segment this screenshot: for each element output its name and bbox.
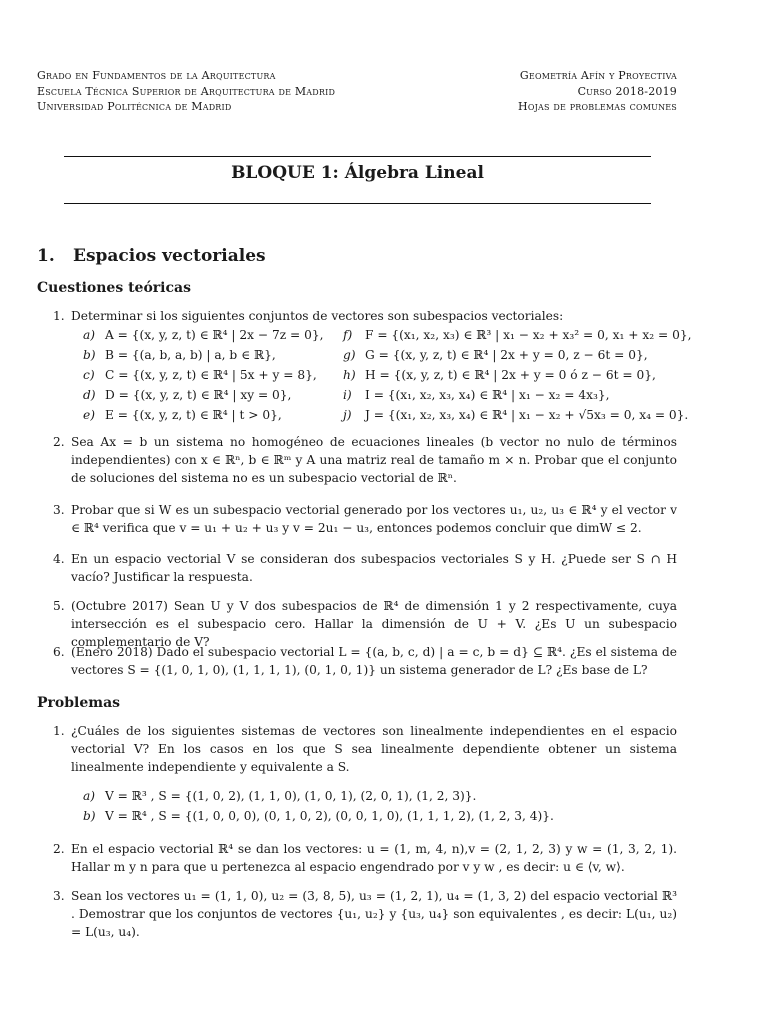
sub-item-label: g) [343,348,356,362]
sub-item-text: A = {(x, y, z, t) ∈ ℝ⁴ | 2x − 7z = 0}, [105,328,324,342]
item-number: 2. [53,842,65,856]
problemas-heading: Problemas [37,695,121,711]
item-number: 5. [53,599,65,613]
sub-item [83,385,323,405]
sub-item-text: V = ℝ⁴ , S = {(1, 0, 0, 0), (0, 1, 0, 2), (0, 0, 1, 0), (1, 1, 1, 2), (1, 2, 3, 4)}. [105,809,554,823]
subitems-left-column [83,325,323,425]
item-text: Probar que si W es un subespacio vectorial generado por los vectores u₁, u₂, u₃ ∈ ℝ⁴ y el vector v ∈ ℝ⁴ verifica que v = u₁ + u₂ + u₃ y v = 2u₁ − u₃, entonces podemos concluir que dimW ≤ 2. [71,503,677,535]
sub-item-text: E = {(x, y, z, t) ∈ ℝ⁴ | t > 0}, [105,408,282,422]
problema-item [53,840,677,876]
subitems-right-column [343,325,691,425]
cuestion-item [53,501,677,537]
header-sheet-type: Hojas de problemas comunes [518,100,677,113]
sub-item-label: b) [83,348,96,362]
sub-item [343,405,691,425]
item-text: ¿Cuáles de los siguientes sistemas de vectores son linealmente independientes en el espacio vectorial V? En los casos en los que S sea linealmente dependiente obtener un sistema linealmente independiente y equivalente a S. [71,724,677,774]
item-number: 6. [53,645,65,659]
item-number: 3. [53,889,65,903]
header-course-year: Curso 2018-2019 [577,84,677,98]
header-course-name: Geometría Afín y Proyectiva [519,69,677,82]
item-text: En el espacio vectorial ℝ⁴ se dan los vectores: u = (1, m, 4, n),v = (2, 1, 2, 3) y w = (1, 3, 2, 1). Hallar m y n para que u pertenezca al espacio engendrado por v y w , es decir: u ∈ ⟨v, w⟩. [71,842,677,874]
header-school: Escuela Técnica Superior de Arquitectura de Madrid [37,84,336,98]
sub-item-label: j) [343,408,352,422]
header-right [518,68,677,115]
problema-1-subitems [83,786,554,826]
sub-item [83,405,323,425]
sub-item-text: B = {(a, b, a, b) | a, b ∈ ℝ}, [105,348,276,362]
item-number: 4. [53,552,65,566]
cuestion-item [53,643,677,679]
sub-item [343,345,691,365]
sub-item [343,385,691,405]
item-number: 3. [53,503,65,517]
cuestion-item [53,433,677,487]
problema-item [53,887,677,941]
title-rule-top [64,156,651,157]
sub-item [83,365,323,385]
sub-item-text: D = {(x, y, z, t) ∈ ℝ⁴ | xy = 0}, [105,388,292,402]
header-degree: Grado en Fundamentos de la Arquitectura [37,69,276,82]
sub-item [83,345,323,365]
sub-item-text: F = {(x₁, x₂, x₃) ∈ ℝ³ | x₁ − x₂ + x₃² = 0, x₁ + x₂ = 0}, [365,328,692,342]
item-text: Determinar si los siguientes conjuntos de vectores son subespacios vectoriales: [71,309,564,323]
item-text: En un espacio vectorial V se consideran dos subespacios vectoriales S y H. ¿Puede ser S ∩ H vacío? Justificar la respuesta. [71,552,677,584]
sub-item-text: C = {(x, y, z, t) ∈ ℝ⁴ | 5x + y = 8}, [105,368,317,382]
sub-item-label: h) [343,368,356,382]
sub-item-label: i) [343,388,352,402]
sub-item [83,806,554,826]
section-heading [37,246,266,266]
sub-item-label: a) [83,789,96,803]
sub-item [83,786,554,806]
sub-item-label: f) [343,328,353,342]
cuestion-item [53,307,677,325]
item-text: Sea Ax = b un sistema no homogéneo de ecuaciones lineales (b vector no nulo de términos independientes) con x ∈ ℝⁿ, b ∈ ℝᵐ y A una matriz real de tamaño m × n. Probar que el conjunto de soluciones del sistema no es un subespacio vectorial de ℝⁿ. [71,435,677,485]
problema-item [53,722,677,776]
sub-item-label: b) [83,809,96,823]
sub-item-label: e) [83,408,95,422]
header-university: Universidad Politécnica de Madrid [37,100,232,113]
header-left [37,68,335,115]
sub-item-text: H = {(x, y, z, t) ∈ ℝ⁴ | 2x + y = 0 ó z − 6t = 0}, [365,368,656,382]
sub-item [83,325,323,345]
sub-item-text: V = ℝ³ , S = {(1, 0, 2), (1, 1, 0), (1, 0, 1), (2, 0, 1), (1, 2, 3)}. [105,789,477,803]
sub-item-text: G = {(x, y, z, t) ∈ ℝ⁴ | 2x + y = 0, z − 6t = 0}, [365,348,648,362]
section-title: Espacios vectoriales [73,246,266,266]
item-text: (Enero 2018) Dado el subespacio vectorial L = {(a, b, c, d) | a = c, b = d} ⊆ ℝ⁴. ¿Es el sistema de vectores S = {(1, 0, 1, 0), (1, 1, 1, 1), (0, 1, 0, 1)} un sistema generador de L? ¿Es base de L? [71,645,677,677]
sub-item-text: J = {(x₁, x₂, x₃, x₄) ∈ ℝ⁴ | x₁ − x₂ + √5x₃ = 0, x₄ = 0}. [365,408,689,422]
sub-item [343,325,691,345]
item-text: Sean los vectores u₁ = (1, 1, 0), u₂ = (3, 8, 5), u₃ = (1, 2, 1), u₄ = (1, 3, 2) del espacio vectorial ℝ³ . Demostrar que los conjuntos de vectores {u₁, u₂} y {u₃, u₄} son equivalentes , es decir: L(u₁, u₂) = L(u₃, u₄). [71,889,677,939]
sub-item [343,365,691,385]
item-number: 2. [53,435,65,449]
item-number: 1. [53,309,65,323]
sub-item-label: c) [83,368,95,382]
sub-item-text: I = {(x₁, x₂, x₃, x₄) ∈ ℝ⁴ | x₁ − x₂ = 4x₃}, [365,388,610,402]
title-rule-bottom [64,203,651,204]
bloque-title: BLOQUE 1: Álgebra Lineal [231,163,484,183]
sub-item-label: d) [83,388,96,402]
sub-item-label: a) [83,328,96,342]
cuestiones-heading: Cuestiones teóricas [37,280,191,296]
cuestion-item [53,550,677,586]
item-number: 1. [53,724,65,738]
section-number: 1. [37,246,55,266]
item-text: (Octubre 2017) Sean U y V dos subespacios de ℝ⁴ de dimensión 1 y 2 respectivamente, cuya intersección es el subespacio cero. Hallar la dimensión de U + V. ¿Es U un subespacio complementario de V? [71,599,677,649]
